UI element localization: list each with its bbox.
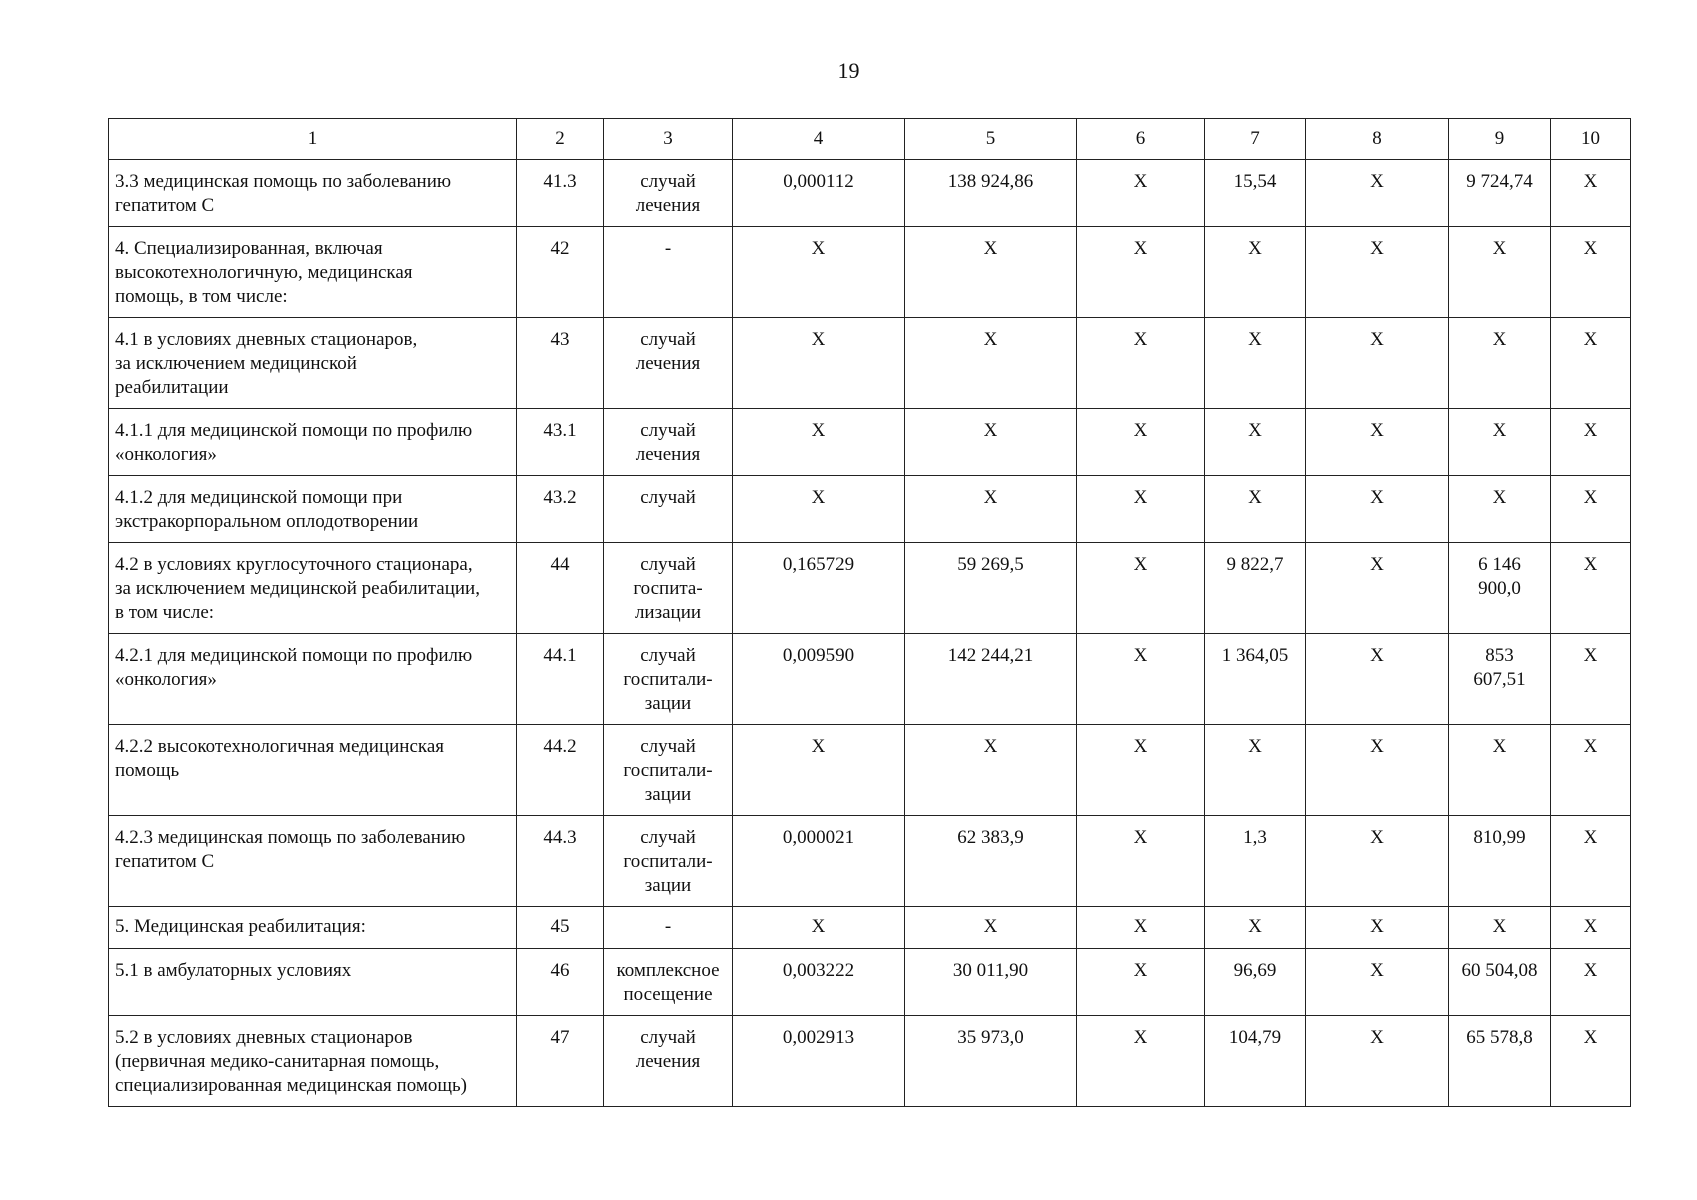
unit-cell-line: случай <box>640 1027 696 1048</box>
row-name-cell-line: гепатитом С <box>115 195 215 216</box>
value-cell-7: 15,54 <box>1205 160 1306 227</box>
unit-cell-line: госпитали- <box>623 851 713 872</box>
column-header: 6 <box>1077 119 1205 160</box>
column-header: 5 <box>905 119 1077 160</box>
unit-cell-line: госпитали- <box>623 669 713 690</box>
unit-cell-line: лечения <box>635 195 701 216</box>
value-cell-9 <box>1449 318 1551 409</box>
row-name-cell-line: 4.2.1 для медицинской помощи по профилю <box>115 645 473 666</box>
row-name-cell-line: 4.1.2 для медицинской помощи при <box>115 487 403 508</box>
value-cell-9-line: Х <box>1492 487 1507 508</box>
value-cell-6: Х <box>1077 1016 1205 1107</box>
value-cell-9-line: Х <box>1492 238 1507 259</box>
row-name-cell-line: (первичная медико-санитарная помощь, <box>115 1051 440 1072</box>
value-cell-7: Х <box>1205 907 1306 949</box>
value-cell-7: 104,79 <box>1205 1016 1306 1107</box>
value-cell-9-line: Х <box>1492 916 1507 937</box>
value-cell-8: Х <box>1306 543 1449 634</box>
unit-cell <box>604 476 733 543</box>
value-cell-8: Х <box>1306 227 1449 318</box>
value-cell-4: 0,009590 <box>733 634 905 725</box>
unit-cell-line: лечения <box>635 1051 701 1072</box>
row-name-cell <box>109 227 517 318</box>
value-cell-6: Х <box>1077 816 1205 907</box>
table-row <box>109 543 1631 634</box>
table-row <box>109 725 1631 816</box>
value-cell-4: 0,165729 <box>733 543 905 634</box>
unit-cell-line: - <box>664 238 672 259</box>
value-cell-7: 96,69 <box>1205 949 1306 1016</box>
value-cell-10: Х <box>1551 318 1631 409</box>
value-cell-9-line: Х <box>1492 329 1507 350</box>
value-cell-9 <box>1449 476 1551 543</box>
unit-cell-line: госпита- <box>633 578 703 599</box>
value-cell-10: Х <box>1551 725 1631 816</box>
value-cell-9 <box>1449 725 1551 816</box>
value-cell-5: 62 383,9 <box>905 816 1077 907</box>
column-header: 2 <box>517 119 604 160</box>
row-code-cell: 44.3 <box>517 816 604 907</box>
value-cell-7: Х <box>1205 318 1306 409</box>
row-name-cell-line: экстракорпоральном оплодотворении <box>115 511 419 532</box>
value-cell-6: Х <box>1077 227 1205 318</box>
unit-cell-line: случай <box>640 736 696 757</box>
value-cell-5: Х <box>905 409 1077 476</box>
row-name-cell-line: 4.1.1 для медицинской помощи по профилю <box>115 420 473 441</box>
value-cell-7: Х <box>1205 227 1306 318</box>
value-cell-7: Х <box>1205 476 1306 543</box>
table-row <box>109 634 1631 725</box>
row-name-cell-line: реабилитации <box>115 377 229 398</box>
unit-cell <box>604 816 733 907</box>
row-name-cell <box>109 634 517 725</box>
row-name-cell-line: 5.1 в амбулаторных условиях <box>115 960 352 981</box>
value-cell-5: Х <box>905 227 1077 318</box>
row-name-cell-line: помощь <box>115 760 180 781</box>
unit-cell <box>604 160 733 227</box>
value-cell-10: Х <box>1551 409 1631 476</box>
row-name-cell <box>109 907 517 949</box>
value-cell-10: Х <box>1551 476 1631 543</box>
row-code-cell: 44 <box>517 543 604 634</box>
value-cell-10: Х <box>1551 227 1631 318</box>
value-cell-10: Х <box>1551 816 1631 907</box>
value-cell-9 <box>1449 1016 1551 1107</box>
value-cell-5: 30 011,90 <box>905 949 1077 1016</box>
table-row <box>109 476 1631 543</box>
row-name-cell-line: 4.2.2 высокотехнологичная медицинская <box>115 736 445 757</box>
value-cell-5: Х <box>905 907 1077 949</box>
column-header: 8 <box>1306 119 1449 160</box>
value-cell-5: 142 244,21 <box>905 634 1077 725</box>
unit-cell <box>604 318 733 409</box>
row-name-cell <box>109 160 517 227</box>
row-code-cell: 47 <box>517 1016 604 1107</box>
value-cell-4: 0,000021 <box>733 816 905 907</box>
row-name-cell-line: 4.1 в условиях дневных стационаров, <box>115 329 418 350</box>
value-cell-4: 0,003222 <box>733 949 905 1016</box>
unit-cell-line: лечения <box>635 353 701 374</box>
row-name-cell <box>109 1016 517 1107</box>
row-name-cell-line: 5.2 в условиях дневных стационаров <box>115 1027 413 1048</box>
table-row <box>109 160 1631 227</box>
row-name-cell <box>109 543 517 634</box>
value-cell-8: Х <box>1306 725 1449 816</box>
value-cell-9 <box>1449 160 1551 227</box>
unit-cell <box>604 227 733 318</box>
value-cell-9 <box>1449 907 1551 949</box>
value-cell-4: Х <box>733 725 905 816</box>
unit-cell-line: случай <box>640 329 696 350</box>
value-cell-5: Х <box>905 476 1077 543</box>
value-cell-9 <box>1449 816 1551 907</box>
value-cell-10: Х <box>1551 160 1631 227</box>
unit-cell-line: случай <box>640 171 696 192</box>
table-row <box>109 318 1631 409</box>
page-number: 19 <box>837 58 860 83</box>
row-name-cell-line: за исключением медицинской <box>115 353 357 374</box>
column-header: 3 <box>604 119 733 160</box>
value-cell-4: 0,002913 <box>733 1016 905 1107</box>
value-cell-5: 138 924,86 <box>905 160 1077 227</box>
row-name-cell <box>109 816 517 907</box>
value-cell-9 <box>1449 543 1551 634</box>
value-cell-9 <box>1449 634 1551 725</box>
value-cell-9-line: 60 504,08 <box>1461 960 1538 981</box>
value-cell-5: Х <box>905 725 1077 816</box>
value-cell-4: Х <box>733 907 905 949</box>
row-name-cell-line: 4. Специализированная, включая <box>115 238 383 259</box>
column-header: 7 <box>1205 119 1306 160</box>
value-cell-4: Х <box>733 227 905 318</box>
unit-cell <box>604 1016 733 1107</box>
row-code-cell: 44.1 <box>517 634 604 725</box>
value-cell-9-line: 900,0 <box>1478 578 1521 599</box>
table-row <box>109 949 1631 1016</box>
unit-cell-line: посещение <box>623 984 713 1005</box>
column-header: 9 <box>1449 119 1551 160</box>
unit-cell-line: случай <box>640 645 696 666</box>
value-cell-9-line: 607,51 <box>1473 669 1526 690</box>
value-cell-9-line: 6 146 <box>1478 554 1521 575</box>
value-cell-9 <box>1449 949 1551 1016</box>
value-cell-4: Х <box>733 318 905 409</box>
row-name-cell <box>109 476 517 543</box>
unit-cell <box>604 949 733 1016</box>
row-name-cell-line: помощь, в том числе: <box>115 286 288 307</box>
row-name-cell-line: за исключением медицинской реабилитации, <box>115 578 480 599</box>
row-code-cell: 42 <box>517 227 604 318</box>
unit-cell-line: случай <box>640 487 696 508</box>
value-cell-6: Х <box>1077 476 1205 543</box>
column-header: 1 <box>109 119 517 160</box>
row-code-cell: 46 <box>517 949 604 1016</box>
value-cell-8: Х <box>1306 949 1449 1016</box>
value-cell-6: Х <box>1077 543 1205 634</box>
value-cell-8: Х <box>1306 318 1449 409</box>
value-cell-10: Х <box>1551 1016 1631 1107</box>
value-cell-6: Х <box>1077 160 1205 227</box>
row-name-cell-line: 3.3 медицинская помощь по заболеванию <box>115 171 452 192</box>
row-code-cell: 43.1 <box>517 409 604 476</box>
data-table <box>108 118 1631 1107</box>
value-cell-9-line: Х <box>1492 420 1507 441</box>
row-code-cell: 45 <box>517 907 604 949</box>
row-name-cell-line: специализированная медицинская помощь) <box>115 1075 468 1096</box>
value-cell-10: Х <box>1551 634 1631 725</box>
value-cell-8: Х <box>1306 160 1449 227</box>
value-cell-10: Х <box>1551 543 1631 634</box>
value-cell-6: Х <box>1077 409 1205 476</box>
value-cell-9-line: 65 578,8 <box>1466 1027 1533 1048</box>
value-cell-5: 35 973,0 <box>905 1016 1077 1107</box>
row-name-cell-line: высокотехнологичную, медицинская <box>115 262 413 283</box>
value-cell-8: Х <box>1306 634 1449 725</box>
row-code-cell: 41.3 <box>517 160 604 227</box>
table-row <box>109 907 1631 949</box>
row-name-cell-line: 4.2.3 медицинская помощь по заболеванию <box>115 827 466 848</box>
value-cell-7: 1 364,05 <box>1205 634 1306 725</box>
row-name-cell <box>109 725 517 816</box>
value-cell-6: Х <box>1077 725 1205 816</box>
value-cell-9-line: 810,99 <box>1473 827 1526 848</box>
column-header: 10 <box>1551 119 1631 160</box>
unit-cell-line: случай <box>640 554 696 575</box>
value-cell-5: 59 269,5 <box>905 543 1077 634</box>
table-header-row <box>109 119 1631 160</box>
value-cell-10: Х <box>1551 907 1631 949</box>
value-cell-8: Х <box>1306 476 1449 543</box>
value-cell-9-line: 9 724,74 <box>1466 171 1533 192</box>
value-cell-6: Х <box>1077 949 1205 1016</box>
unit-cell <box>604 907 733 949</box>
unit-cell-line: случай <box>640 827 696 848</box>
unit-cell-line: - <box>664 916 672 937</box>
row-name-cell-line: гепатитом С <box>115 851 215 872</box>
table-row <box>109 816 1631 907</box>
row-name-cell-line: 4.2 в условиях круглосуточного стационара, <box>115 554 473 575</box>
value-cell-9 <box>1449 409 1551 476</box>
unit-cell-line: госпитали- <box>623 760 713 781</box>
unit-cell-line: зации <box>644 693 692 714</box>
value-cell-8: Х <box>1306 409 1449 476</box>
value-cell-9 <box>1449 227 1551 318</box>
row-name-cell-line: 5. Медицинская реабилитация: <box>115 916 366 937</box>
value-cell-9-line: 853 <box>1485 645 1514 666</box>
unit-cell <box>604 409 733 476</box>
row-code-cell: 43.2 <box>517 476 604 543</box>
value-cell-6: Х <box>1077 907 1205 949</box>
table-row <box>109 1016 1631 1107</box>
row-name-cell-line: в том числе: <box>115 602 215 623</box>
value-cell-7: 9 822,7 <box>1205 543 1306 634</box>
unit-cell-line: лизации <box>634 602 702 623</box>
row-name-cell-line: «онкология» <box>115 669 217 690</box>
row-name-cell <box>109 409 517 476</box>
row-code-cell: 43 <box>517 318 604 409</box>
unit-cell <box>604 725 733 816</box>
value-cell-8: Х <box>1306 816 1449 907</box>
value-cell-4: Х <box>733 476 905 543</box>
value-cell-8: Х <box>1306 1016 1449 1107</box>
value-cell-7: Х <box>1205 409 1306 476</box>
value-cell-4: Х <box>733 409 905 476</box>
row-name-cell <box>109 949 517 1016</box>
value-cell-8: Х <box>1306 907 1449 949</box>
table-row <box>109 409 1631 476</box>
value-cell-7: 1,3 <box>1205 816 1306 907</box>
value-cell-6: Х <box>1077 634 1205 725</box>
value-cell-5: Х <box>905 318 1077 409</box>
row-name-cell-line: «онкология» <box>115 444 217 465</box>
row-code-cell: 44.2 <box>517 725 604 816</box>
unit-cell-line: комплексное <box>616 960 720 981</box>
value-cell-6: Х <box>1077 318 1205 409</box>
unit-cell-line: зации <box>644 875 692 896</box>
table-row <box>109 227 1631 318</box>
value-cell-9-line: Х <box>1492 736 1507 757</box>
unit-cell-line: случай <box>640 420 696 441</box>
column-header: 4 <box>733 119 905 160</box>
value-cell-4: 0,000112 <box>733 160 905 227</box>
unit-cell <box>604 543 733 634</box>
unit-cell-line: зации <box>644 784 692 805</box>
row-name-cell <box>109 318 517 409</box>
value-cell-10: Х <box>1551 949 1631 1016</box>
value-cell-7: Х <box>1205 725 1306 816</box>
unit-cell-line: лечения <box>635 444 701 465</box>
unit-cell <box>604 634 733 725</box>
